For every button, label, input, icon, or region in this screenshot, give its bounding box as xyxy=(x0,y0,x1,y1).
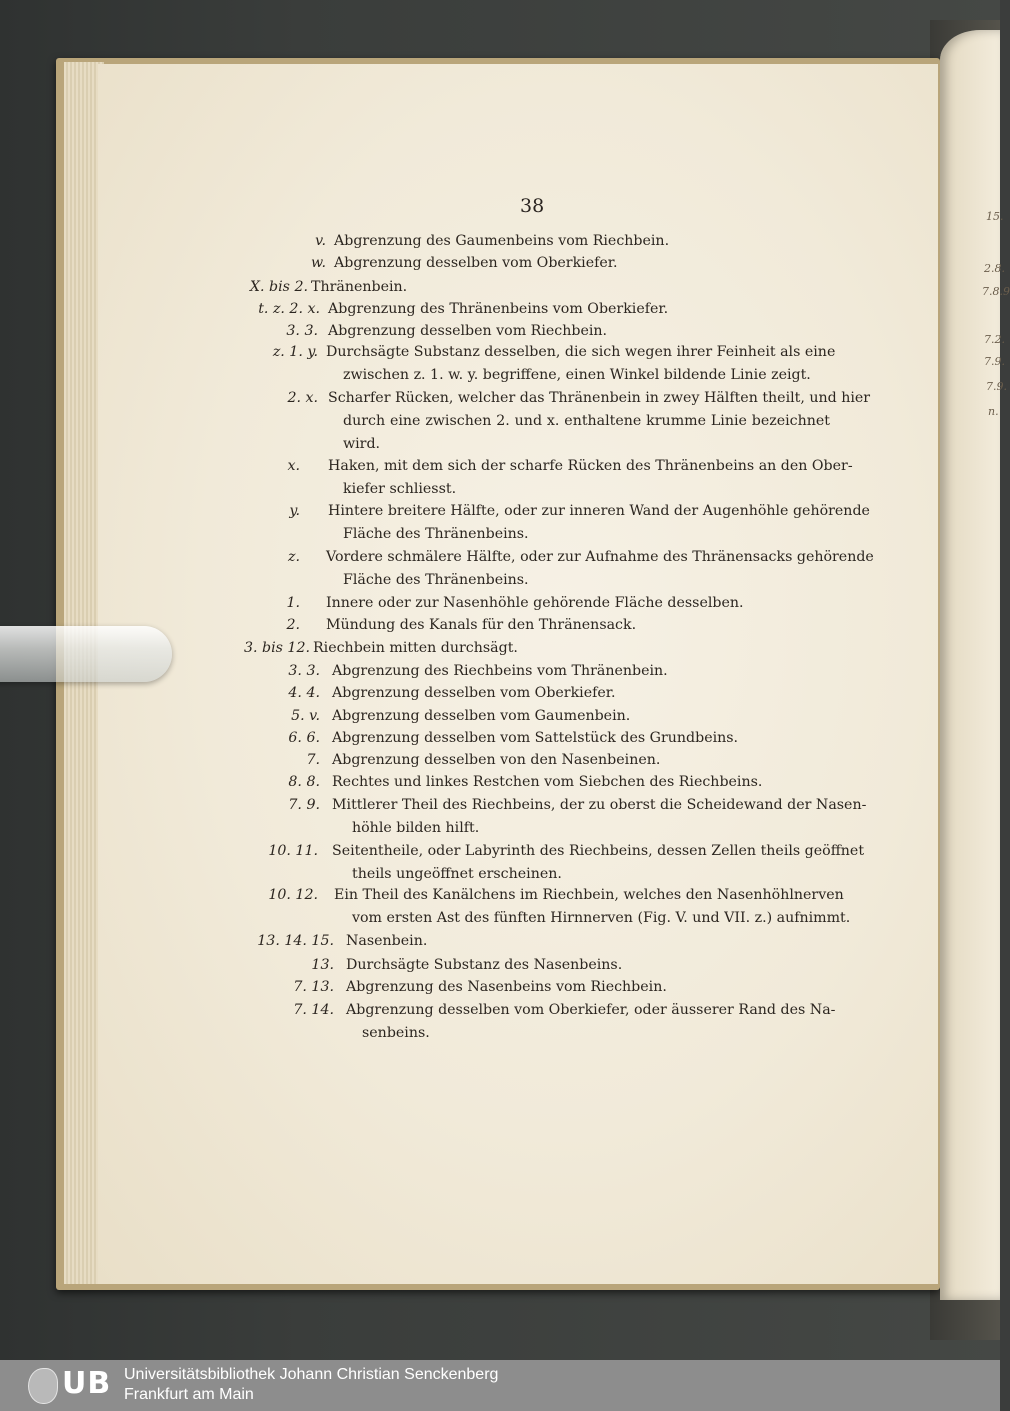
facing-page-mark: 7.9. xyxy=(986,380,1007,393)
entry-text: Abgrenzung des Thränenbeins vom Oberkiefer. xyxy=(328,301,669,317)
entry-label: 7. 13. xyxy=(293,979,334,995)
facing-page-mark: 7.8.9 xyxy=(982,285,1010,298)
entry-text: Nasenbein. xyxy=(346,933,428,949)
entry-text: Haken, mit dem sich der scharfe Rücken des Thränenbeins an den Ober- xyxy=(328,458,853,474)
entry-label: w. xyxy=(311,255,326,271)
entry-label: 6. 6. xyxy=(288,730,320,746)
entry-label: z. 1. y. xyxy=(272,344,318,360)
entry-text: Abgrenzung desselben von den Nasenbeinen. xyxy=(332,752,661,768)
entry-label: 8. 8. xyxy=(288,774,320,790)
entry-text: kiefer schliesst. xyxy=(343,481,457,497)
facing-page-mark: 7.9. xyxy=(984,355,1005,368)
library-name: Universitätsbibliothek Johann Christian Senckenberg xyxy=(124,1366,499,1383)
entry-label: 2. x. xyxy=(287,390,318,406)
entry-label: 4. 4. xyxy=(288,685,320,701)
entry-label: 13. xyxy=(311,957,334,973)
entry-text: Rechtes und linkes Restchen vom Siebchen des Riechbeins. xyxy=(332,774,763,790)
entry-text: vom ersten Ast des fünften Hirnnerven (Fig. V. und VII. z.) aufnimmt. xyxy=(352,910,851,926)
ub-logo-text: UB xyxy=(62,1366,112,1401)
entry-label: 5. v. xyxy=(291,708,320,724)
entry-label: 7. xyxy=(306,752,320,768)
entry-text: zwischen z. 1. w. y. begriffene, einen Winkel bildende Linie zeigt. xyxy=(343,367,811,383)
entry-text: Ein Theil des Kanälchens im Riechbein, welches den Nasenhöhlnerven xyxy=(334,887,844,903)
entry-text: Riechbein mitten durchsägt. xyxy=(313,640,518,656)
entry-text: Hintere breitere Hälfte, oder zur inneren Wand der Augenhöhle gehörende xyxy=(328,503,870,519)
entry-label: 10. 12. xyxy=(268,887,318,903)
facing-page-mark: 2.8. xyxy=(984,262,1005,275)
entry-label: 1. xyxy=(286,595,300,611)
entry-text: Mittlerer Theil des Riechbeins, der zu oberst die Scheidewand der Nasen- xyxy=(332,797,867,813)
entry-text: Abgrenzung desselben vom Sattelstück des Grundbeins. xyxy=(332,730,739,746)
portrait-icon xyxy=(28,1368,58,1404)
page-number: 38 xyxy=(520,195,545,217)
entry-text: Seitentheile, oder Labyrinth des Riechbeins, dessen Zellen theils geöffnet xyxy=(332,843,865,859)
entry-text: Abgrenzung des Gaumenbeins vom Riechbein. xyxy=(334,233,670,249)
entry-label: X. bis 2. xyxy=(249,279,308,295)
entry-label: 3. bis 12. xyxy=(243,640,310,656)
entry-label: 7. 9. xyxy=(288,797,320,813)
entry-label: t. z. 2. x. xyxy=(258,301,320,317)
glass-page-weight xyxy=(0,626,172,682)
facing-page-mark: n. xyxy=(988,405,999,418)
entry-text: Abgrenzung desselben vom Oberkiefer, oder äusserer Rand des Na- xyxy=(346,1002,836,1018)
entry-text: Fläche des Thränenbeins. xyxy=(343,526,529,542)
entry-text: Thränenbein. xyxy=(311,279,408,295)
footer-bar xyxy=(0,1360,1000,1411)
facing-page-mark: 7.2. xyxy=(984,333,1005,346)
entry-label: 3. 3. xyxy=(286,323,318,339)
entry-text: theils ungeöffnet erscheinen. xyxy=(352,866,562,882)
entry-text: durch eine zwischen 2. und x. enthaltene krumme Linie bezeichnet xyxy=(343,413,830,429)
entry-label: 7. 14. xyxy=(293,1002,334,1018)
entry-text: Abgrenzung desselben vom Oberkiefer. xyxy=(332,685,616,701)
entry-text: Mündung des Kanals für den Thränensack. xyxy=(326,617,637,633)
entry-text: Abgrenzung desselben vom Oberkiefer. xyxy=(334,255,618,271)
entry-text: Scharfer Rücken, welcher das Thränenbein in zwey Hälften theilt, und hier xyxy=(328,390,871,406)
entry-label: 2. xyxy=(286,617,300,633)
entry-text: Innere oder zur Nasenhöhle gehörende Fläche desselben. xyxy=(326,595,744,611)
entry-text: Vordere schmälere Hälfte, oder zur Aufnahme des Thränensacks gehörende xyxy=(326,549,874,565)
entry-label: 3. 3. xyxy=(288,663,320,679)
entry-label: v. xyxy=(315,233,326,249)
entry-label: 13. 14. 15. xyxy=(257,933,334,949)
entry-label: 10. 11. xyxy=(268,843,318,859)
facing-page-edge xyxy=(940,30,1010,1300)
entry-text: Abgrenzung desselben vom Riechbein. xyxy=(328,323,608,339)
entry-label: x. xyxy=(287,458,300,474)
entry-text: Durchsägte Substanz des Nasenbeins. xyxy=(346,957,623,973)
ub-logo xyxy=(28,1366,116,1404)
entry-text: Durchsägte Substanz desselben, die sich wegen ihrer Feinheit als eine xyxy=(326,344,836,360)
entry-label: z. xyxy=(288,549,300,565)
facing-page-mark: 15. xyxy=(986,210,1004,223)
entry-text: Fläche des Thränenbeins. xyxy=(343,572,529,588)
entry-text: Abgrenzung desselben vom Gaumenbein. xyxy=(332,708,631,724)
library-city: Frankfurt am Main xyxy=(124,1386,254,1403)
entry-text: wird. xyxy=(343,436,381,452)
entry-text: Abgrenzung des Riechbeins vom Thränenbein. xyxy=(332,663,668,679)
entry-text: senbeins. xyxy=(362,1025,430,1041)
entry-label: y. xyxy=(289,503,300,519)
entry-text: Abgrenzung des Nasenbeins vom Riechbein. xyxy=(346,979,667,995)
entry-text: höhle bilden hilft. xyxy=(352,820,480,836)
